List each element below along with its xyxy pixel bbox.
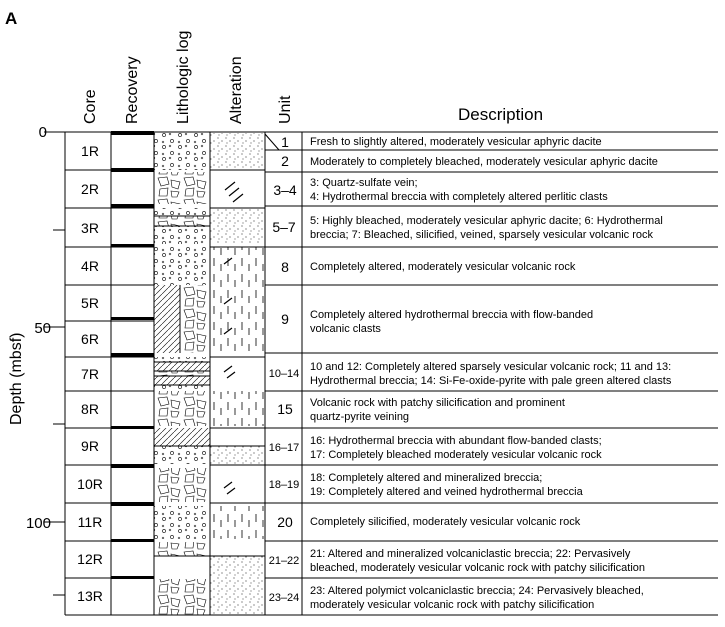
core-label: 4R bbox=[81, 258, 99, 274]
unit-label: 9 bbox=[281, 311, 289, 327]
core-label: 6R bbox=[81, 331, 99, 347]
unit-description: Completely altered, moderately vesicular volcanic rock bbox=[310, 261, 576, 273]
lithologic-log-column bbox=[154, 132, 210, 615]
alteration-column bbox=[210, 132, 265, 615]
core-labels bbox=[77, 143, 103, 604]
unit-description: Completely altered hydrothermal breccia with flow-banded bbox=[310, 309, 594, 321]
unit-label: 3–4 bbox=[273, 182, 297, 198]
core-label: 10R bbox=[77, 476, 103, 492]
unit-description: breccia; 7: Bleached, silicified, veined, sparsely vesicular volcanic rock bbox=[310, 229, 653, 241]
header-alteration: Alteration bbox=[228, 56, 245, 124]
core-label: 5R bbox=[81, 295, 99, 311]
depth-tick-0: 0 bbox=[38, 124, 47, 141]
unit-description: 16: Hydrothermal breccia with abundant flow-banded clasts; bbox=[310, 435, 602, 447]
core-label: 1R bbox=[81, 143, 99, 159]
panel-label: A bbox=[5, 9, 18, 28]
unit-description: Fresh to slightly altered, moderately vesicular aphyric dacite bbox=[310, 136, 602, 148]
unit-description: volcanic clasts bbox=[310, 323, 381, 335]
unit-label: 1 bbox=[281, 134, 289, 150]
unit-label: 15 bbox=[277, 401, 293, 417]
unit-description: quartz-pyrite veining bbox=[310, 411, 410, 423]
unit-description: bleached, moderately vesicular volcanic rock with patchy silicification bbox=[310, 562, 646, 574]
unit-description: moderately vesicular volcanic rock with patchy silicification bbox=[310, 599, 595, 611]
depth-tick-100: 100 bbox=[25, 515, 51, 532]
core-label: 12R bbox=[77, 551, 103, 567]
unit-label: 16–17 bbox=[268, 442, 300, 454]
header-lithologic-log: Lithologic log bbox=[175, 30, 192, 124]
unit-label: 5–7 bbox=[272, 219, 296, 235]
unit-description: 18: Completely altered and mineralized breccia; bbox=[310, 472, 543, 484]
unit-labels bbox=[269, 134, 300, 604]
unit-description: 4: Hydrothermal breccia with completely altered perlitic clasts bbox=[310, 191, 608, 203]
unit-label: 2 bbox=[281, 153, 289, 169]
unit-description: 19: Completely altered and veined hydrothermal breccia bbox=[310, 486, 583, 498]
core-label: 13R bbox=[77, 588, 103, 604]
unit-description: 10 and 12: Completely altered sparsely vesicular volcanic rock; 11 and 13: bbox=[310, 361, 672, 373]
core-label: 8R bbox=[81, 401, 99, 417]
unit-label: 20 bbox=[277, 514, 293, 530]
unit-description: 17: Completely bleached moderately vesicular volcanic rock bbox=[310, 449, 602, 461]
unit-description: 21: Altered and mineralized volcaniclastic breccia; 22: Pervasively bbox=[310, 548, 631, 560]
unit-description: 3: Quartz-sulfate vein; bbox=[310, 177, 418, 189]
core-label: 7R bbox=[81, 366, 99, 382]
core-label: 9R bbox=[81, 438, 99, 454]
unit-description: 23: Altered polymict volcaniclastic breccia; 24: Pervasively bleached, bbox=[310, 585, 644, 597]
unit-descriptions bbox=[310, 136, 672, 611]
recovery-bars bbox=[111, 131, 154, 579]
header-description: Description bbox=[458, 105, 544, 124]
description-column bbox=[302, 132, 718, 615]
unit-description: Completely silicified, moderately vesicular volcanic rock bbox=[310, 516, 581, 528]
header-unit: Unit bbox=[277, 95, 294, 124]
unit-label: 21–22 bbox=[268, 555, 300, 567]
unit-description: Moderately to completely bleached, moderately vesicular aphyric dacite bbox=[310, 156, 658, 168]
depth-axis-label: Depth (mbsf) bbox=[8, 332, 25, 425]
unit-label: 8 bbox=[281, 259, 289, 275]
unit-description: Volcanic rock with patchy silicification and prominent bbox=[310, 397, 565, 409]
header-core: Core bbox=[82, 89, 99, 124]
core-label: 11R bbox=[77, 514, 103, 530]
unit-description: Hydrothermal breccia; 14: Si-Fe-oxide-pyrite with pale green altered clasts bbox=[310, 375, 672, 387]
unit-label: 10–14 bbox=[268, 368, 300, 380]
core-label: 3R bbox=[81, 220, 99, 236]
header-recovery: Recovery bbox=[124, 56, 141, 124]
unit-label: 23–24 bbox=[268, 592, 300, 604]
unit-label: 18–19 bbox=[268, 479, 300, 491]
depth-tick-50: 50 bbox=[34, 320, 51, 337]
unit-description: 5: Highly bleached, moderately vesicular aphyric dacite; 6: Hydrothermal bbox=[310, 215, 663, 227]
core-label: 2R bbox=[81, 181, 99, 197]
